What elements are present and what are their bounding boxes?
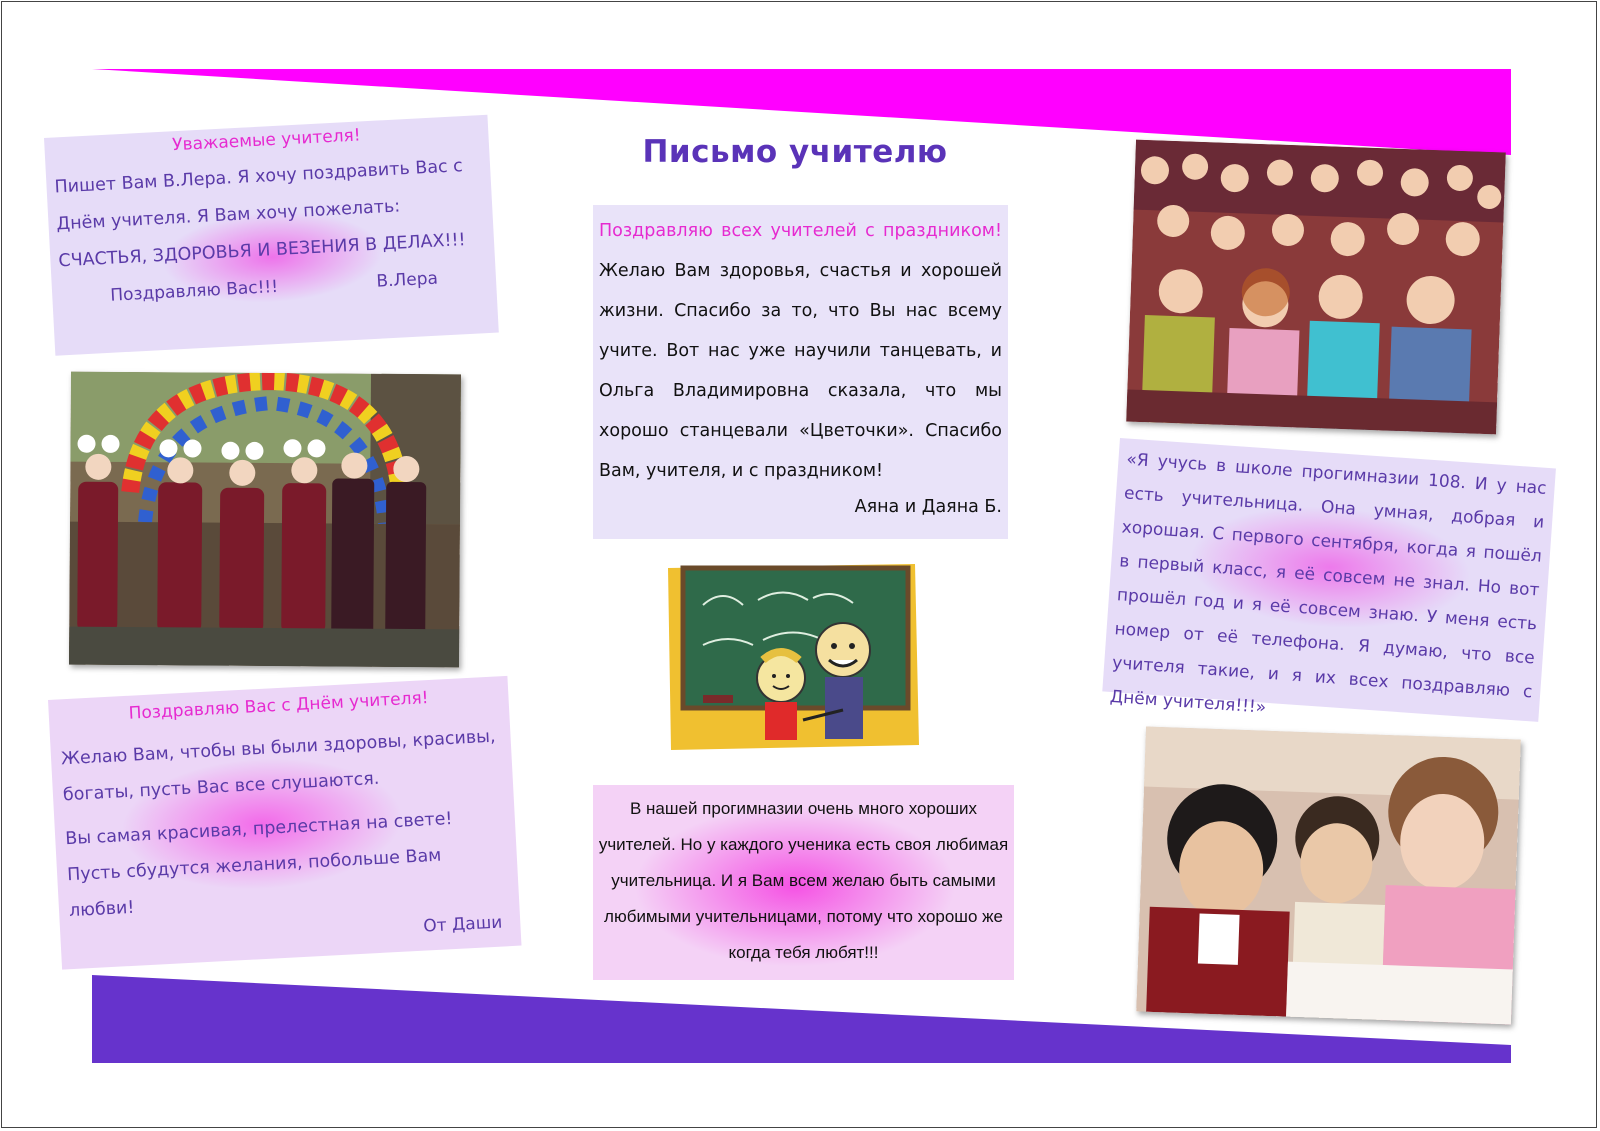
card-text: «Я учусь в школе прогимназии 108. И у нас есть учительница. Она умная, добрая и хорошая. С первого сентября, когда я пошёл в первый класс, я её совсем не знал. Но вот прошёл год и я её совсем знаю. У меня есть номер от её телефона. Я думаю, что все учителя такие, и я их всех поздравляю с Днём учителя!!!»: [1109, 449, 1548, 718]
children-writing-photo: [1136, 727, 1521, 1025]
center-bottom-text: В нашей прогимназии очень много хороших учителей. Но у каждого ученика есть своя любимая учительница. И я Вам всем желаю быть самыми любимыми учительницами, потому что хорошо же когда тебя любят!!!: [598, 799, 1009, 962]
letter-signature: Аяна и Даяна Б.: [854, 497, 1002, 517]
card-title: Уважаемые учителя!: [171, 125, 362, 156]
card-wishes-lera: [44, 115, 499, 356]
center-letter: [593, 205, 1008, 539]
kindergarten-audience-photo: [1126, 140, 1506, 435]
center-bottom-message: [593, 785, 1014, 980]
card-signature: От Даши: [422, 912, 503, 937]
letter-body: Желаю Вам здоровья, счастья и хорошей жизни. Спасибо за то, что Вы нас всему учите. Вот нас уже научили танцевать, и Ольга Владимировна сказала, что мы хорошо станцевали «Цветочки». Спасибо Вам, учителя, и с праздником!: [599, 261, 1002, 481]
card-paragraph-2: Вы самая красивая, прелестная на свете! Пусть сбудутся желания, побольше Вам любви!: [64, 809, 453, 922]
card-title: Поздравляю Вас с Днём учителя!: [128, 688, 429, 724]
card-wishes-dasha: [48, 676, 522, 970]
letter-greeting: Поздравляю всех учителей с праздником!: [599, 221, 1002, 241]
teachers-day-chalkboard-drawing: [663, 560, 923, 755]
card-paragraph-1: Желаю Вам, чтобы вы были здоровы, красивы, богаты, пусть Вас все слушаются.: [60, 726, 497, 806]
left-photo: [69, 372, 461, 668]
right-top-photo: [1126, 140, 1506, 435]
card-closing: Поздравляю Вас!!!: [109, 276, 279, 306]
card-text: Пишет Вам В.Лера. Я хочу поздравить Вас с Днём учителя. Я Вам хочу пожелать: СЧАСТЬЯ, ЗДОРОВЬЯ И ВЕЗЕНИЯ В ДЕЛАХ!!!: [54, 156, 466, 272]
right-bottom-photo: [1136, 727, 1521, 1025]
card-signature: В.Лера: [375, 268, 439, 292]
center-drawing: [663, 560, 923, 755]
card-school-108: [1102, 438, 1556, 722]
page-title: Письмо учителю: [642, 134, 948, 170]
children-singing-photo: [69, 372, 461, 668]
